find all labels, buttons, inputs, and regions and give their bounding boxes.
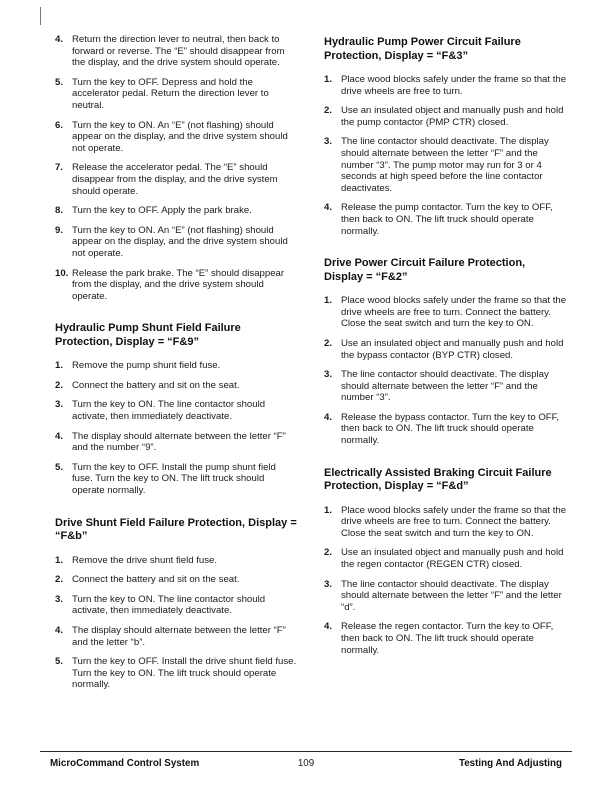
item-number: 1. [324,504,333,516]
item-number: 5. [55,76,64,88]
item-number: 3. [324,369,333,381]
item-number: 4. [324,202,333,214]
item-number: 1. [55,360,64,372]
list-item [55,77,298,112]
item-number: 4. [55,430,64,442]
item-number: 2. [324,547,333,559]
item-text: Connect the battery and sit on the seat. [72,574,240,586]
item-number: 2. [55,379,64,391]
section-heading: Drive Shunt Field Failure Protection, Display = “F&b” [55,516,297,543]
list-item [324,621,567,656]
list-item [55,268,298,303]
item-text: Return the direction lever to neutral, then back to forward or reverse. The “E” should disappear from the display, and the drive system should operate. [72,34,285,69]
item-number: 1. [324,74,333,85]
item-number: 2. [55,574,64,586]
item-text: Turn the key to OFF. Depress and hold the accelerator pedal. Return the direction lever to neutral. [72,76,269,111]
section-heading: Hydraulic Pump Power Circuit Failure Protection, Display = “F&3” [324,36,521,62]
list-item [55,555,298,567]
item-text: Release the bypass contactor. Turn the key to OFF, then back to ON. The lift truck should operate normally. [341,411,560,447]
item-text: Turn the key to ON. The line contactor should activate, then immediately deactivate. [72,593,266,617]
list-item [55,656,298,691]
list-item [324,338,567,361]
list-item [55,431,298,454]
item-number: 4. [55,625,64,636]
list-item [324,505,567,540]
list-item [55,120,298,155]
list-item [324,105,567,128]
item-number: 4. [324,621,333,633]
right-column [324,34,567,699]
numbered-list [55,360,298,496]
list-item [324,579,567,614]
item-number: 1. [55,554,64,566]
item-text: Release the pump contactor. Turn the key to OFF, then back to ON. The lift truck should operate normally. [341,202,553,237]
list-item [55,574,298,586]
item-text: Remove the pump shunt field fuse. [72,360,221,372]
item-number: 2. [324,337,333,349]
list-item [55,225,298,260]
item-text: The display should alternate between the letter “F” and the letter “b”. [72,625,286,648]
item-number: 6. [55,119,64,131]
section-heading: Drive Power Circuit Failure Protection, Display = “F&2” [324,257,526,283]
item-number: 3. [324,578,333,590]
item-number: 9. [55,224,64,236]
item-text: Place wood blocks safely under the frame so that the drive wheels are free to turn. Connect the battery. Close the seat switch and turn the key to ON. [341,504,567,539]
list-item [55,380,298,392]
list-item [55,594,298,617]
item-text: The line contactor should deactivate. The display should alternate between the letter “F” and the number “3”. The pump motor may run for 3 or 4 seconds at high speed before the line contactor deactivates. [341,136,549,194]
list-item [324,136,567,194]
numbered-list [55,555,298,691]
footer-inner [40,758,572,769]
list-item [55,625,298,648]
numbered-list [324,74,567,237]
item-number: 3. [55,593,64,605]
list-item [55,162,298,197]
list-item [324,547,567,570]
page-footer [40,751,572,769]
item-text: Turn the key to ON. An “E” (not flashing) should appear on the display, and the drive system should not operate. [72,224,288,259]
list-item [55,205,298,217]
numbered-list [324,505,567,657]
left-column [55,34,298,699]
item-text: Turn the key to ON. The line contactor should activate, then immediately deactivate. [72,399,266,423]
list-item [324,369,567,404]
list-item [55,360,298,372]
item-number: 4. [55,34,64,45]
item-number: 10. [55,267,69,279]
item-text: Use an insulated object and manually push and hold the regen contactor (REGEN CTR) closed. [341,547,564,571]
item-text: Use an insulated object and manually push and hold the bypass contactor (BYP CTR) closed. [341,337,564,361]
numbered-list [55,34,298,302]
item-text: Release the regen contactor. Turn the key to OFF, then back to ON. The lift truck should operate normally. [341,621,554,656]
item-number: 7. [55,162,64,174]
list-item [324,412,567,447]
item-text: Remove the drive shunt field fuse. [72,554,218,566]
item-text: Release the park brake. The “E” should disappear from the display, and the drive system should operate. [72,267,285,302]
item-text: Release the accelerator pedal. The “E” should disappear from the display, and the drive system should operate. [72,162,278,197]
list-item [324,295,567,330]
item-number: 4. [324,411,333,423]
item-text: Turn the key to OFF. Apply the park brake. [72,205,252,217]
numbered-list [324,295,567,447]
item-number: 1. [324,295,333,307]
item-number: 3. [55,399,64,411]
list-item [324,202,567,237]
section-heading: Hydraulic Pump Shunt Field Failure Protection, Display = “F&9” [55,322,241,348]
section-heading: Electrically Assisted Braking Circuit Failure Protection, Display = “F&d” [324,466,552,493]
item-text: Use an insulated object and manually push and hold the pump contactor (PMP CTR) closed. [341,105,564,128]
item-number: 8. [55,205,64,217]
item-text: Turn the key to OFF. Install the pump shunt field fuse. Turn the key to ON. The lift truck should operate normally. [72,461,276,497]
list-item [55,462,298,497]
item-number: 5. [55,461,64,473]
list-item [55,399,298,422]
item-text: The line contactor should deactivate. The display should alternate between the letter “F” and the letter “d”. [341,578,562,613]
registration-mark [40,7,41,25]
item-number: 3. [324,136,333,148]
item-number: 2. [324,105,333,117]
item-text: Turn the key to OFF. Install the drive shunt field fuse. Turn the key to ON. The lift truck should operate normally. [72,656,297,691]
item-text: The display should alternate between the letter “F” and the number “9”. [72,430,286,454]
footer-title-right: Testing And Adjusting [458,758,562,769]
footer-title-left: MicroCommand Control System [50,758,200,769]
item-number: 5. [55,656,64,668]
item-text: The line contactor should deactivate. The display should alternate between the letter “F” and the number “3”. [341,369,549,404]
list-item [55,34,298,69]
item-text: Connect the battery and sit on the seat. [72,379,240,391]
item-text: Place wood blocks safely under the frame so that the drive wheels are free to turn. Connect the battery. Close the seat switch and turn the key to ON. [341,295,567,330]
item-text: Place wood blocks safely under the frame so that the drive wheels are free to turn. [341,74,567,97]
list-item [324,74,567,97]
page-number: 109 [297,758,315,769]
page-columns [55,34,567,699]
item-text: Turn the key to ON. An “E” (not flashing) should appear on the display, and the drive system should not operate. [72,119,288,154]
